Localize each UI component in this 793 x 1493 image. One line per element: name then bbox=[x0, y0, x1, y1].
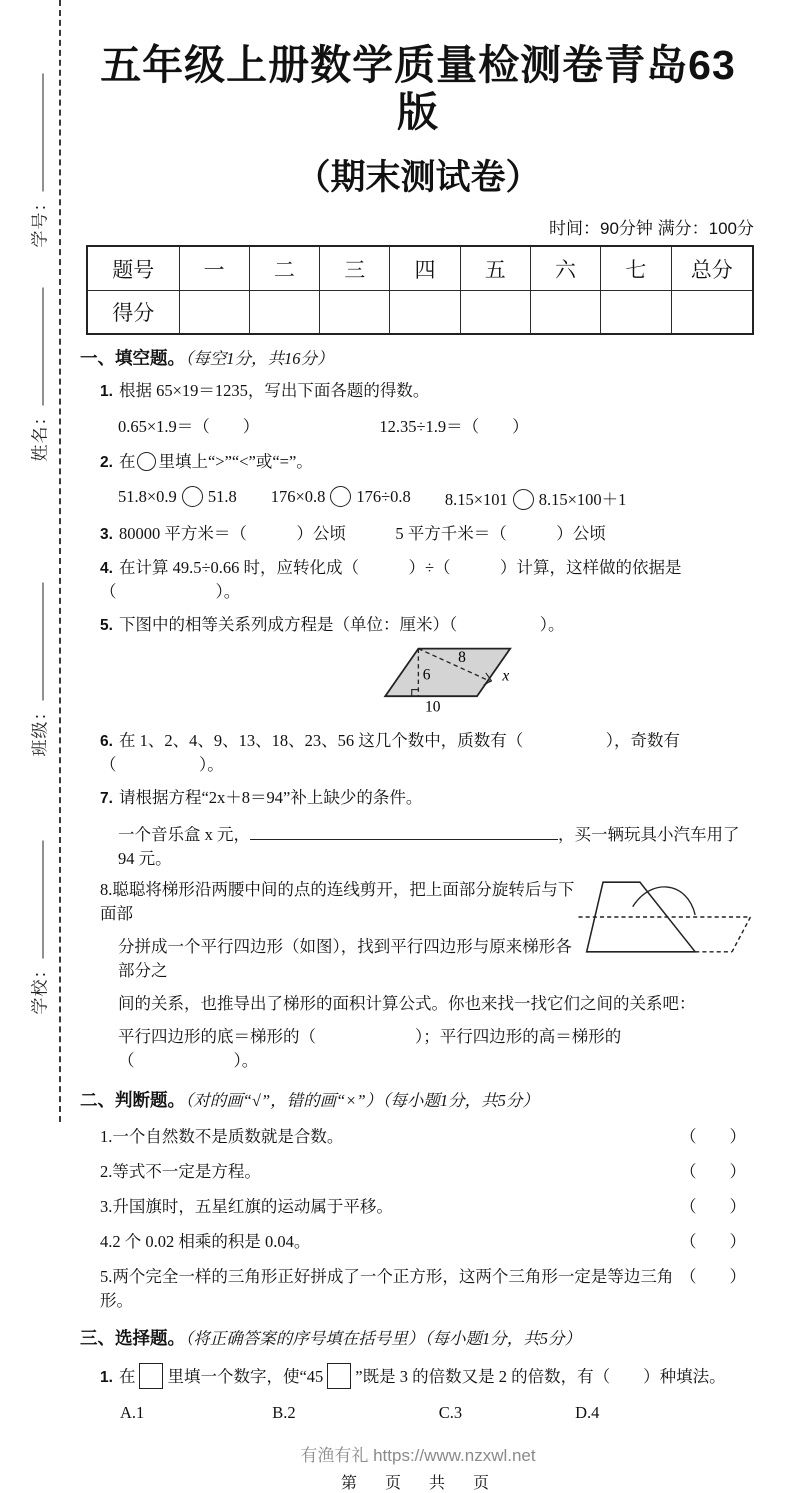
fill-line-pre: 一个音乐盒 x 元， bbox=[118, 825, 250, 845]
option-c: C.3 bbox=[438, 1403, 463, 1423]
parallelogram-figure bbox=[376, 642, 756, 720]
score-table-cell: 六 bbox=[530, 246, 600, 290]
watermark-link: 有渔有礼 https://www.nzxwl.net bbox=[300, 1446, 536, 1466]
question-text: 80000 平方米＝（ ）公顷 5 平方千米＝（ ）公顷 bbox=[118, 524, 606, 544]
score-table-cell: 四 bbox=[390, 246, 460, 290]
question-number: 2. bbox=[100, 1161, 113, 1181]
score-table-empty-cell bbox=[249, 290, 319, 334]
question-text: 下图中的相等关系列成方程是（单位：厘米）（ ）。 bbox=[118, 615, 565, 635]
score-table-header-row bbox=[87, 246, 753, 290]
question-number: 5. bbox=[100, 617, 113, 635]
question-number: 3. bbox=[100, 526, 113, 544]
section2-heading bbox=[80, 1087, 756, 1112]
question-text: 里填上“>”“<”或“=”。 bbox=[158, 451, 313, 471]
score-table-cell: 得分 bbox=[87, 290, 179, 334]
question-text: 升国旗时，五星红旗的运动属于平移。 bbox=[112, 1196, 393, 1216]
judge-text bbox=[100, 1158, 261, 1182]
fill-circle-icon bbox=[137, 452, 156, 471]
compare-circle-icon bbox=[330, 486, 351, 507]
left-expression: 176×0.8 bbox=[270, 487, 326, 507]
question-text: 根据 65×19＝1235，写出下面各题的得数。 bbox=[118, 381, 430, 401]
score-table-empty-cell bbox=[179, 290, 249, 334]
seal-field-class bbox=[26, 560, 51, 780]
seal-field-name bbox=[26, 265, 51, 485]
blank-expression: 12.35÷1.9＝（ ） bbox=[379, 416, 529, 436]
exam-title: 五年级上册数学质量检测卷青岛63版 bbox=[100, 42, 736, 136]
judge-item-1 bbox=[80, 1123, 756, 1147]
base-label: 10 bbox=[425, 698, 441, 716]
seal-blank-line bbox=[43, 841, 44, 959]
question-number: 1. bbox=[100, 1126, 113, 1146]
time-score-meta: 时间：90分钟 满分：100分 bbox=[549, 219, 754, 239]
question-1-2-comparisons bbox=[80, 486, 756, 510]
question-text-line: 平行四边形的底＝梯形的（ ）；平行四边形的高＝梯形的（ ）。 bbox=[118, 1027, 622, 1070]
score-table-cell: 一 bbox=[179, 246, 249, 290]
question-1-4 bbox=[80, 556, 756, 604]
question-text: 两个完全一样的三角形正好拼成了一个正方形，这两个三角形一定是等边三角形。 bbox=[100, 1266, 674, 1310]
rotation-arc bbox=[633, 887, 695, 915]
judge-text bbox=[100, 1263, 680, 1311]
binding-dashed-line bbox=[59, 0, 61, 1122]
left-expression: 51.8×0.9 bbox=[118, 487, 177, 507]
question-1-6 bbox=[80, 729, 756, 777]
comparison-item bbox=[445, 486, 627, 510]
score-table-empty-cell bbox=[530, 290, 600, 334]
score-table-cell: 三 bbox=[320, 246, 390, 290]
right-expression: 176÷0.8 bbox=[356, 487, 411, 507]
question-text: 在 1、2、4、9、13、18、23、56 这几个数中，质数有（ ），奇数有（ ）。 bbox=[100, 730, 680, 775]
answer-paren: （ ） bbox=[680, 1231, 746, 1251]
question-text: 里填一个数字，使“45 bbox=[167, 1366, 324, 1386]
score-table-empty-cell bbox=[601, 290, 671, 334]
judge-text bbox=[100, 1193, 393, 1217]
comparison-item bbox=[271, 486, 411, 510]
judge-text bbox=[100, 1123, 343, 1147]
question-text: ”既是 3 的倍数又是 2 的倍数，有（ ）种填法。 bbox=[355, 1366, 726, 1386]
option-a: A.1 bbox=[120, 1403, 145, 1423]
seal-label-class: 班级： bbox=[30, 702, 50, 757]
question-1-7-fill-line bbox=[80, 821, 756, 869]
option-b: B.2 bbox=[272, 1403, 296, 1423]
question-text: 聪聪将梯形沿两腰中间的点的连线剪开，把上面部分旋转后与下面部 bbox=[100, 880, 575, 924]
compare-circle-icon bbox=[182, 486, 203, 507]
score-table-empty-cell bbox=[460, 290, 530, 334]
question-3-1 bbox=[80, 1363, 756, 1389]
section1-heading-note: （每空1分，共16分） bbox=[185, 349, 334, 369]
answer-blank-line bbox=[250, 839, 558, 840]
dashed-parallelogram-side bbox=[732, 917, 750, 952]
question-text: 在计算 49.5÷0.66 时，应转化成（ ）÷（ ）计算，这样做的依据是（ ）。 bbox=[100, 557, 682, 602]
question-number: 3. bbox=[100, 1196, 113, 1216]
section3-heading-note: （将正确答案的序号填在括号里）（每小题1分，共5分） bbox=[185, 1328, 581, 1348]
seal-label-school: 学校： bbox=[30, 960, 50, 1015]
fill-line-post: ，买一辆玩具小汽车用了 94 元。 bbox=[118, 825, 740, 869]
question-number: 5. bbox=[100, 1266, 113, 1286]
question-number: 8. bbox=[100, 880, 113, 900]
question-number: 1. bbox=[100, 383, 113, 401]
answer-paren: （ ） bbox=[680, 1196, 746, 1216]
judge-item-3 bbox=[80, 1193, 756, 1217]
question-text: 请根据方程“2x＋8＝94”补上缺少的条件。 bbox=[118, 787, 423, 807]
left-expression: 8.15×101 bbox=[444, 490, 508, 510]
score-table-empty-cell bbox=[390, 290, 460, 334]
page-number-line: 第 页 共 页 bbox=[340, 1475, 495, 1493]
question-1-8 bbox=[80, 878, 756, 1072]
trapezoid-figure bbox=[576, 874, 756, 965]
compare-circle-icon bbox=[513, 489, 534, 510]
question-text: 一个自然数不是质数就是合数。 bbox=[112, 1126, 344, 1146]
section3-heading bbox=[80, 1325, 756, 1350]
fill-square-icon bbox=[139, 1363, 163, 1389]
exam-subtitle: （期末测试卷） bbox=[295, 158, 541, 198]
seal-label-name: 姓名： bbox=[30, 407, 50, 462]
score-table-cell: 七 bbox=[601, 246, 671, 290]
fill-square-icon bbox=[327, 1363, 351, 1389]
right-expression: 51.8 bbox=[207, 487, 237, 507]
question-text-line: 分拼成一个平行四边形（如图），找到平行四边形与原来梯形各部分之 bbox=[118, 937, 572, 981]
question-number: 4. bbox=[100, 1231, 113, 1251]
question-1-1-blanks bbox=[80, 413, 756, 437]
score-table-score-row bbox=[87, 290, 753, 334]
answer-paren: （ ） bbox=[680, 1126, 746, 1146]
score-table-cell: 题号 bbox=[87, 246, 179, 290]
comparison-item bbox=[118, 486, 237, 510]
question-1-2 bbox=[80, 450, 756, 474]
question-number: 4. bbox=[100, 559, 113, 577]
choice-options-row bbox=[80, 1403, 756, 1423]
seal-label-student-id: 学号： bbox=[30, 193, 50, 248]
section1-heading bbox=[80, 345, 756, 370]
slant-height-label: 8 bbox=[458, 648, 466, 666]
score-table-cell: 五 bbox=[460, 246, 530, 290]
question-text-line: 间的关系，也推导出了梯形的面积计算公式。你也来找一找它们之间的关系吧： bbox=[118, 994, 696, 1014]
question-number: 7. bbox=[100, 789, 113, 807]
right-expression: 8.15×100＋1 bbox=[538, 490, 627, 510]
question-number: 6. bbox=[100, 732, 113, 750]
seal-blank-line bbox=[43, 288, 44, 406]
side-label: x bbox=[502, 667, 510, 685]
judge-item-4 bbox=[80, 1228, 756, 1252]
judge-item-5 bbox=[80, 1263, 756, 1311]
seal-blank-line bbox=[43, 74, 44, 192]
question-1-7 bbox=[80, 786, 756, 810]
height-label: 6 bbox=[422, 666, 431, 684]
option-d: D.4 bbox=[575, 1403, 600, 1423]
score-table bbox=[86, 245, 754, 335]
section1-heading-text: 一、填空题。 bbox=[80, 348, 185, 369]
score-table-cell: 二 bbox=[249, 246, 319, 290]
answer-paren: （ ） bbox=[680, 1161, 746, 1181]
section2-heading-text: 二、判断题。 bbox=[80, 1089, 185, 1110]
question-1-5 bbox=[80, 613, 756, 637]
question-text: 2 个 0.02 相乘的积是 0.04。 bbox=[112, 1231, 311, 1251]
score-table-empty-cell bbox=[320, 290, 390, 334]
question-number: 1. bbox=[100, 1368, 113, 1386]
question-1-1 bbox=[80, 379, 756, 403]
seal-blank-line bbox=[43, 583, 44, 701]
question-text: 等式不一定是方程。 bbox=[112, 1161, 261, 1181]
section3-heading-text: 三、选择题。 bbox=[80, 1327, 185, 1348]
judge-item-2 bbox=[80, 1158, 756, 1182]
question-text-line bbox=[80, 878, 580, 926]
question-text: 在 bbox=[118, 1366, 136, 1386]
parallelogram-shape bbox=[385, 648, 510, 696]
question-1-3 bbox=[80, 522, 756, 546]
question-text: 在 bbox=[118, 451, 136, 471]
blank-expression: 0.65×1.9＝（ ） bbox=[118, 416, 260, 436]
score-table-empty-cell bbox=[671, 290, 753, 334]
answer-paren: （ ） bbox=[680, 1266, 746, 1286]
seal-field-school bbox=[26, 818, 51, 1038]
section2-heading-note: （对的画“√”，错的画“×”）（每小题1分，共5分） bbox=[185, 1090, 539, 1110]
seal-field-student-id bbox=[26, 51, 51, 271]
question-number: 2. bbox=[100, 453, 113, 471]
judge-text bbox=[100, 1228, 310, 1252]
score-table-cell: 总分 bbox=[671, 246, 753, 290]
